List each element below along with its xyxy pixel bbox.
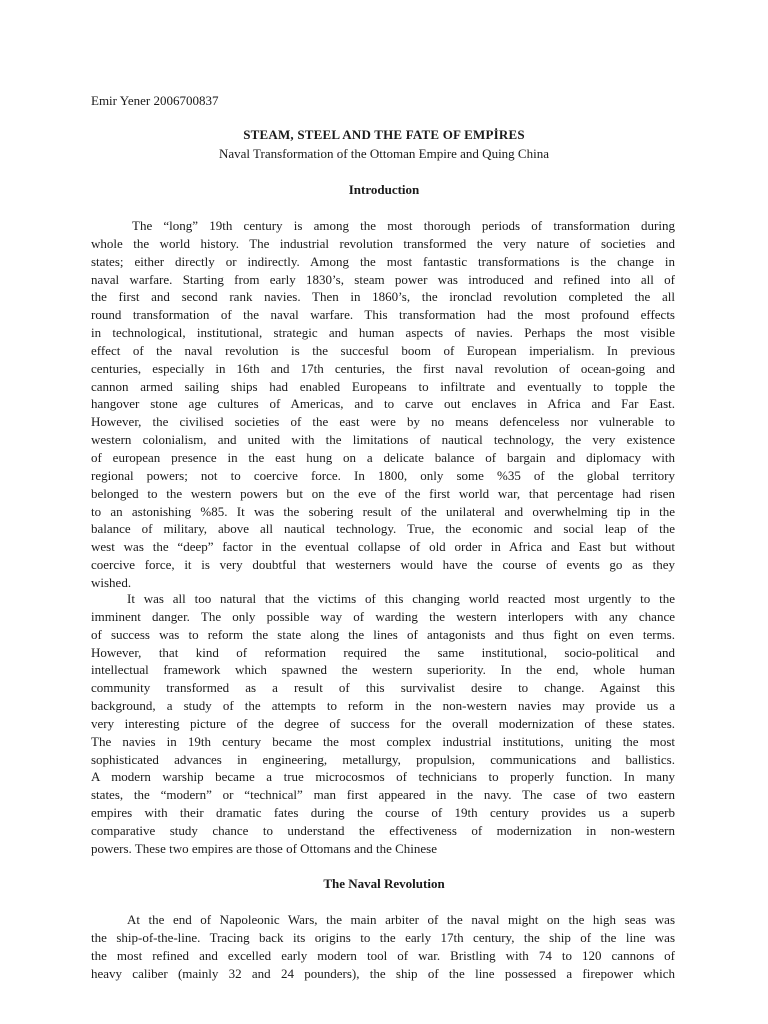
text-line: of success was to reform the state along the lines of antagonists and thus fight on even terms.: [91, 626, 675, 642]
text-line: cannon armed sailing ships had enabled Europeans to infiltrate and eventually to topple the: [91, 378, 675, 394]
text-line: wished.: [91, 574, 132, 590]
text-line: The navies in 19th century became the most complex industrial institutions, uniting the most: [91, 733, 675, 749]
text-line: hangover stone age cultures of Americas, and to carve out enclaves in Africa and Far East.: [91, 396, 675, 412]
text-line: centuries, especially in 16th and 17th centuries, the first naval revolution of ocean-going and: [91, 360, 675, 376]
paragraph-2: [91, 590, 675, 858]
text-line: community transformed as a result of this survivalist desire to change. Against this: [91, 680, 675, 696]
text-line: very interesting picture of the degree of success for the overall modernization of these states.: [91, 715, 675, 731]
text-line: western colonialism, and united with the limitations of nautical technology, the very existence: [91, 432, 675, 448]
text-line: to an astonishing %85. It was the sobering result of the unilateral and overwhelming tip in the: [91, 503, 675, 519]
text-line: powers. These two empires are those of Ottomans and the Chinese: [91, 840, 437, 856]
text-line: imminent danger. The only possible way of warding the western interlopers with any chance: [91, 608, 675, 624]
text-line: in technological, institutional, strategic and human aspects of navies. Perhaps the most visible: [91, 325, 675, 341]
text-line: heavy caliber (mainly 32 and 24 pounders), the ship of the line possessed a firepower which: [91, 965, 675, 981]
paragraph-3: [91, 911, 675, 982]
text-line: the first and second rank navies. Then in 1860’s, the ironclad revolution completed the all: [91, 289, 675, 305]
text-line: However, that kind of reformation required the same institutional, socio-political and: [91, 644, 675, 660]
section-heading-introduction: Introduction: [348, 182, 420, 197]
text-line: background, a study of the attempts to reform in the non-western navies may provide us a: [91, 698, 675, 714]
text-line: However, the civilised societies of the east were by no means defenceless nor vulnerable to: [91, 414, 675, 430]
text-line: of european presence in the east hung on a delicate balance of bargain and diplomacy with: [91, 449, 675, 465]
text-line: whole the world history. The industrial revolution transformed the very nature of societies and: [91, 235, 675, 251]
author-line: Emir Yener 2006700837: [91, 93, 219, 108]
text-line: the ship-of-the-line. Tracing back its origins to the early 17th century, the ship of the line was: [91, 929, 675, 945]
text-line: comparative study chance to understand the effectiveness of modernization in non-western: [91, 822, 675, 838]
section-heading-naval-revolution: The Naval Revolution: [323, 876, 445, 891]
text-line: effect of the naval revolution is the succesful boom of European imperialism. In previous: [91, 342, 675, 358]
text-line: intellectual framework which spawned the western superiority. In the end, whole human: [91, 662, 675, 678]
text-line: the most refined and excelled early modern tool of war. Bristling with 74 to 120 cannons of: [91, 947, 675, 963]
paragraph-1: [91, 217, 675, 592]
text-line: regional powers; not to coercive force. In 1800, only some %35 of the global territory: [91, 467, 675, 483]
text-line: west was the “deep” factor in the eventual collapse of old order in Africa and East but without: [91, 539, 675, 555]
text-line: sophisticated advances in engineering, metallurgy, propulsion, communications and ballistics.: [91, 751, 675, 767]
text-line: round transformation of the naval warfare. This transformation had the most profound effects: [91, 307, 675, 323]
text-line: It was all too natural that the victims of this changing world reacted most urgently to the: [127, 591, 675, 606]
text-line: empires with their dramatic fates during the course of 19th century provides us a superb: [91, 805, 675, 821]
document-subtitle: Naval Transformation of the Ottoman Empire and Quing China: [218, 146, 549, 161]
text-line: balance of military, above all nautical technology. True, the economic and social leap of the: [91, 521, 675, 537]
text-line: states, the “modern” or “technical” man first appeared in the navy. The case of two eastern: [91, 787, 675, 803]
text-line: belonged to the western powers but on the eve of the first world war, that percentage had risen: [91, 485, 675, 501]
text-line: naval warfare. Starting from early 1830’s, steam power was introduced and refined into all of: [91, 271, 675, 287]
document-title: STEAM, STEEL AND THE FATE OF EMPİRES: [243, 127, 525, 142]
text-line: At the end of Napoleonic Wars, the main arbiter of the naval might on the high seas was: [127, 912, 675, 927]
text-line: states; either directly or indirectly. Among the most fantastic transformations is the change in: [91, 253, 675, 269]
text-line: A modern warship became a true microcosmos of technicians to properly function. In many: [91, 769, 675, 785]
text-line: The “long” 19th century is among the most thorough periods of transformation during: [132, 218, 675, 233]
text-line: coercive force, it is very doubtful that westerners would have the course of events go as they: [91, 557, 675, 573]
